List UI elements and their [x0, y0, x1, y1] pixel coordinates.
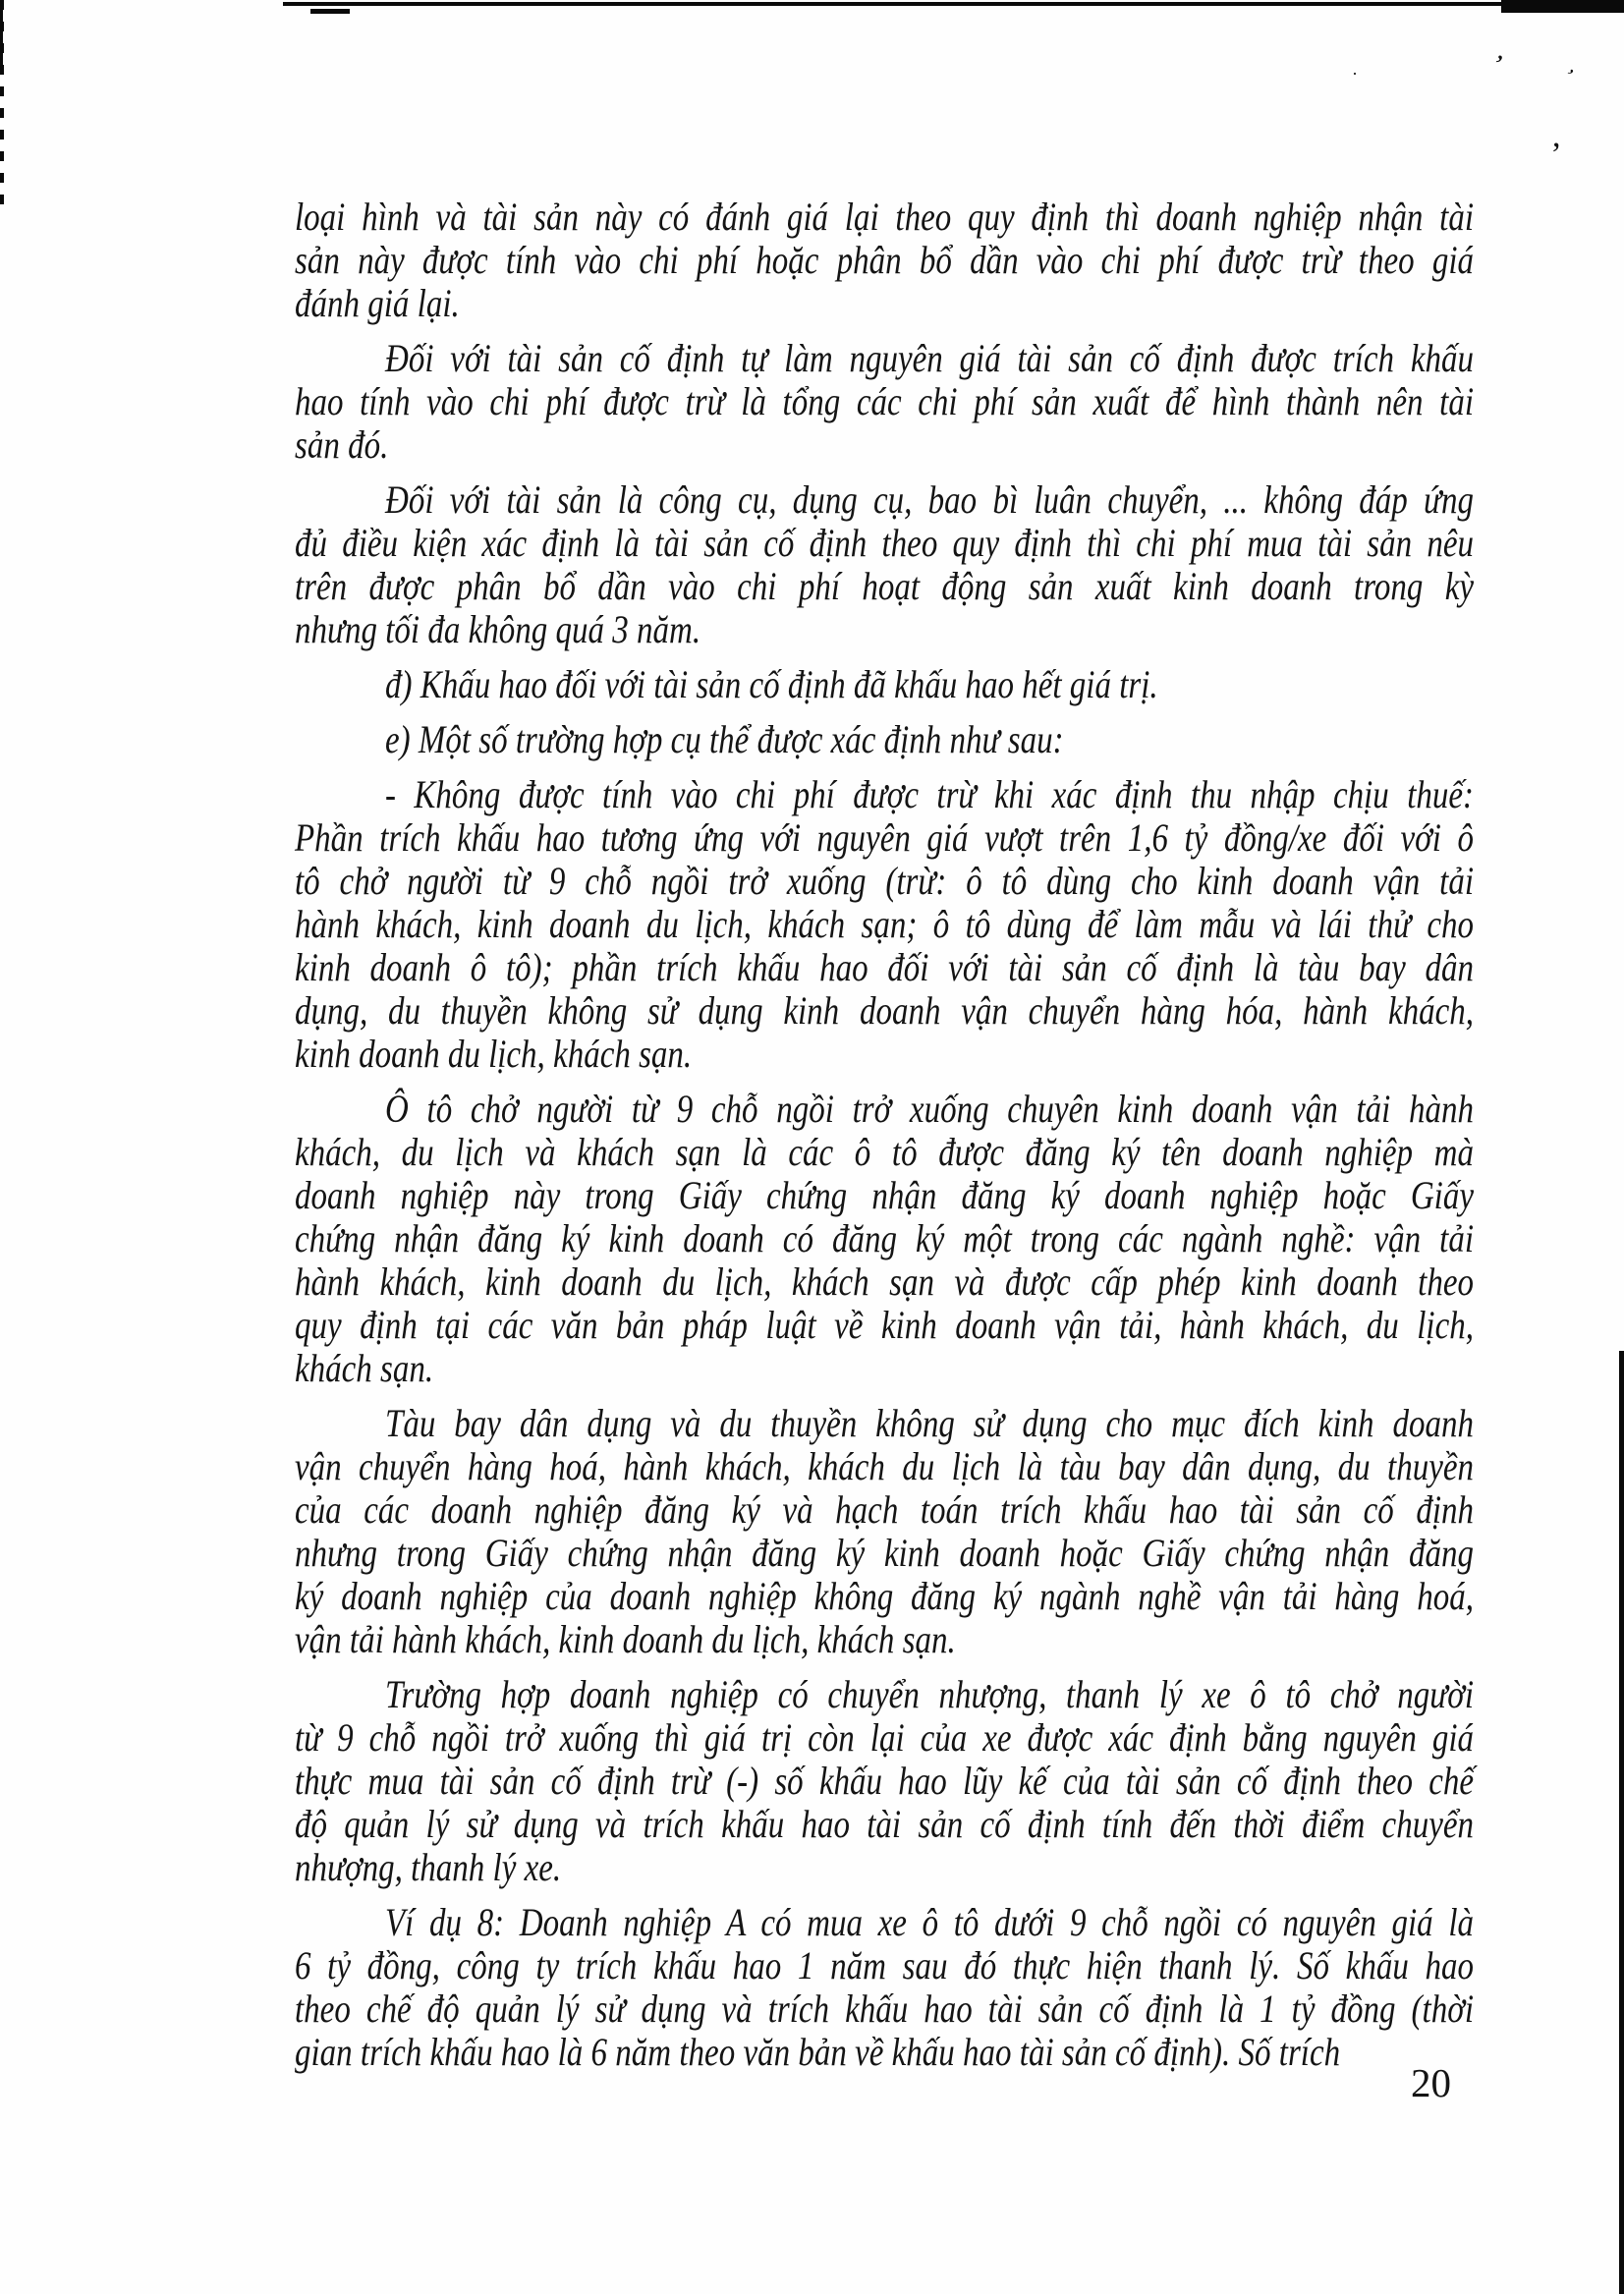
text-line: đánh giá lại.: [295, 283, 460, 326]
text-line: dụng, du thuyền không sử dụng kinh doanh vận chuyển hàng hóa, hành khách,: [295, 990, 1474, 1034]
scan-artifact-top-edge-line: [283, 2, 1624, 6]
text-line: nhưng trong Giấy chứng nhận đăng ký kinh doanh hoặc Giấy chứng nhận đăng: [295, 1533, 1474, 1576]
text-line: trên được phân bổ dần vào chi phí hoạt động sản xuất kinh doanh trong kỳ: [295, 566, 1474, 609]
scan-artifact-top-left-dash: [310, 9, 350, 14]
text-line: vận chuyển hàng hoá, hành khách, khách du lịch là tàu bay dân dụng, du thuyền: [295, 1446, 1474, 1489]
scan-artifact-top-right-blob: [1501, 0, 1624, 13]
text-line: hành khách, kinh doanh du lịch, khách sạn; ô tô dùng để làm mẫu và lái thử cho: [295, 904, 1474, 947]
text-line: sản này được tính vào chi phí hoặc phân bổ dần vào chi phí được trừ theo giá: [295, 240, 1474, 283]
paragraph: [295, 338, 1474, 468]
text-line: Tàu bay dân dụng và du thuyền không sử dụng cho mục đích kinh doanh: [385, 1403, 1474, 1446]
paragraph: [295, 1089, 1474, 1391]
text-line: khách sạn.: [295, 1348, 434, 1391]
text-line: e) Một số trường hợp cụ thể được xác định như sau:: [385, 719, 1064, 762]
text-line: - Không được tính vào chi phí được trừ khi xác định thu nhập chịu thuế:: [385, 774, 1474, 817]
ink-speck-icon: ,: [1552, 118, 1561, 154]
text-line: Phần trích khấu hao tương ứng với nguyên giá vượt trên 1,6 tỷ đồng/xe đối với ô: [295, 817, 1474, 861]
text-line: đ) Khấu hao đối với tài sản cố định đã khấu hao hết giá trị.: [385, 664, 1158, 707]
text-line: tô chở người từ 9 chỗ ngồi trở xuống (trừ: ô tô dùng cho kinh doanh vận tải: [295, 861, 1474, 904]
page-number: 20: [1411, 2060, 1451, 2105]
text-line: thực mua tài sản cố định trừ (-) số khấu hao lũy kế của tài sản cố định theo chế: [295, 1761, 1474, 1804]
ink-speck-icon: ·: [1352, 64, 1358, 84]
text-line: doanh nghiệp này trong Giấy chứng nhận đăng ký doanh nghiệp hoặc Giấy: [295, 1175, 1474, 1218]
paragraph: [295, 1403, 1474, 1662]
text-line: Đối với tài sản cố định tự làm nguyên giá tài sản cố định được trích khấu: [385, 338, 1474, 381]
paragraph: [295, 196, 1474, 326]
paragraph: [295, 664, 1474, 707]
text-line: gian trích khấu hao là 6 năm theo văn bản về khấu hao tài sản cố định). Số trích: [295, 2032, 1341, 2075]
text-line: độ quản lý sử dụng và trích khấu hao tài sản cố định tính đến thời điểm chuyển: [295, 1804, 1474, 1847]
text-line: chứng nhận đăng ký kinh doanh có đăng ký một trong các ngành nghề: vận tải: [295, 1218, 1474, 1261]
text-line: của các doanh nghiệp đăng ký và hạch toán trích khấu hao tài sản cố định: [295, 1489, 1474, 1533]
scan-artifact-right-edge-bar: [1619, 1351, 1624, 2294]
ink-speck-icon: ’: [1487, 48, 1508, 83]
text-column: [295, 196, 1474, 2075]
text-line: từ 9 chỗ ngồi trở xuống thì giá trị còn lại của xe được xác định bằng nguyên giá: [295, 1717, 1474, 1761]
paragraph: [295, 1674, 1474, 1890]
text-line: hao tính vào chi phí được trừ là tổng các chi phí sản xuất để hình thành nên tài: [295, 381, 1474, 424]
text-line: vận tải hành khách, kinh doanh du lịch, khách sạn.: [295, 1619, 956, 1662]
text-line: quy định tại các văn bản pháp luật về kinh doanh vận tải, hành khách, du lịch,: [295, 1305, 1474, 1348]
text-line: đủ điều kiện xác định là tài sản cố định theo quy định thì chi phí mua tài sản nêu: [295, 523, 1474, 566]
paragraph: [295, 774, 1474, 1077]
paragraph: [295, 479, 1474, 652]
text-line: Trường hợp doanh nghiệp có chuyển nhượng, thanh lý xe ô tô chở người: [385, 1674, 1474, 1717]
text-line: kinh doanh ô tô); phần trích khấu hao đối với tài sản cố định là tàu bay dân: [295, 947, 1474, 990]
text-line: kinh doanh du lịch, khách sạn.: [295, 1034, 693, 1077]
text-line: hành khách, kinh doanh du lịch, khách sạn và được cấp phép kinh doanh theo: [295, 1261, 1474, 1305]
text-line: sản đó.: [295, 424, 389, 468]
scan-artifact-left-edge-mark: [0, 0, 3, 65]
text-line: Đối với tài sản là công cụ, dụng cụ, bao bì luân chuyển, ... không đáp ứng: [385, 479, 1474, 523]
text-line: nhượng, thanh lý xe.: [295, 1847, 562, 1890]
paragraph: [295, 1902, 1474, 2075]
text-line: ký doanh nghiệp của doanh nghiệp không đăng ký ngành nghề vận tải hàng hoá,: [295, 1576, 1474, 1619]
text-line: theo chế độ quản lý sử dụng và trích khấu hao tài sản cố định là 1 tỷ đồng (thời: [295, 1988, 1474, 2032]
text-line: 6 tỷ đồng, công ty trích khấu hao 1 năm sau đó thực hiện thanh lý. Số khấu hao: [295, 1945, 1474, 1988]
text-line: loại hình và tài sản này có đánh giá lại theo quy định thì doanh nghiệp nhận tài: [295, 196, 1474, 240]
text-line: Ví dụ 8: Doanh nghiệp A có mua xe ô tô dưới 9 chỗ ngồi có nguyên giá là: [385, 1902, 1474, 1945]
ink-speck-icon: ’: [1557, 63, 1579, 87]
text-line: nhưng tối đa không quá 3 năm.: [295, 609, 701, 652]
paragraph: [295, 719, 1474, 762]
text-line: khách, du lịch và khách sạn là các ô tô được đăng ký tên doanh nghiệp mà: [295, 1132, 1474, 1175]
text-line: Ô tô chở người từ 9 chỗ ngồi trở xuống chuyên kinh doanh vận tải hành: [385, 1089, 1474, 1132]
